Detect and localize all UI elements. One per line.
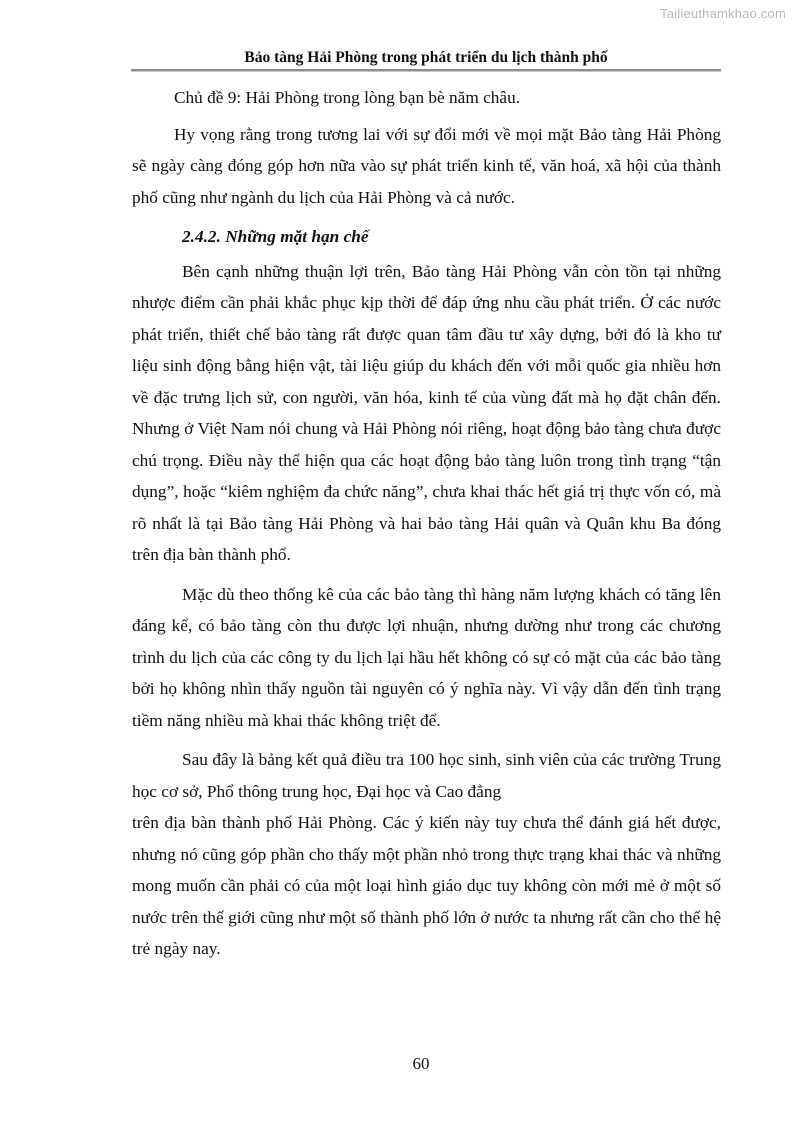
paragraph-hope: Hy vọng rằng trong tương lai với sự đổi mới về mọi mặt Bảo tàng Hải Phòng sẽ ngày càng đóng góp hơn nữa vào sự phát triển kinh tế, văn hoá, xã hội của thành phố cũng như ngành du lịch của Hải Phòng và cả nước. [132,124,721,207]
watermark: Tailieuthamkhao.com [660,6,786,21]
paragraph-statistics: Mặc dù theo thống kê của các bảo tàng thì hàng năm lượng khách có tăng lên đáng kể, có bảo tàng còn thu được lợi nhuận, nhưng dường như trong các chương trình du lịch của các công ty du lịch lại hầu hết không có sự có mặt của các bảo tàng bởi họ không nhìn thấy nguồn tài nguyên có ý nghĩa này. Vì vậy dẫn đến tình trạng tiềm năng nhiều mà khai thác không triệt để. [132,584,721,730]
paragraph-survey-body: trên địa bàn thành phố Hải Phòng. Các ý kiến này tuy chưa thể đánh giá hết được, nhưng nó cũng góp phần cho thấy một phần nhỏ trong thực trạng khai thác và những mong muốn cần phải có của một loại hình giáo dục tuy không còn mới mẻ ở một số nước trên thế giới cũng như một số thành phố lớn ở nước ta nhưng rất cần cho thế hệ trẻ ngày nay. [132,813,721,958]
document-body [132,82,721,965]
paragraph-limits: Bên cạnh những thuận lợi trên, Bảo tàng Hải Phòng vẫn còn tồn tại những nhược điểm cần phải khắc phục kịp thời để đáp ứng nhu cầu phát triển. Ở các nước phát triển, thiết chế bảo tàng rất được quan tâm đầu tư xây dựng, bởi đó là kho tư liệu sinh động bằng hiện vật, tài liệu giúp du khách đến với mỗi quốc gia nhiều hơn về đặc trưng lịch sử, con người, văn hóa, kinh tế của vùng đất mà họ đặt chân đến. Nhưng ở Việt Nam nói chung và Hải Phòng nói riêng, hoạt động bảo tàng chưa được chú trọng. Điều này thể hiện qua các hoạt động bảo tàng luôn trong tình trạng “tận dụng”, hoặc “kiêm nghiệm đa chức năng”, chưa khai thác hết giá trị thực vốn có, mà rõ nhất là tại Bảo tàng Hải Phòng và hai bảo tàng Hải quân và Quân khu Ba đóng trên địa bàn thành phố. [132,261,721,564]
paragraph-survey-intro: Sau đây là bảng kết quả điều tra 100 học sinh, sinh viên của các trường Trung học cơ sở, Phổ thông trung học, Đại học và Cao đẳng [132,750,721,801]
topic-line: Chủ đề 9: Hải Phòng trong lòng bạn bè năm châu. [174,88,521,107]
running-header: Bảo tàng Hải Phòng trong phát triển du lịch thành phố [244,49,608,66]
header-divider [131,69,721,71]
section-heading: 2.4.2. Những mặt hạn chế [182,227,369,246]
page-number: 60 [412,1054,430,1073]
